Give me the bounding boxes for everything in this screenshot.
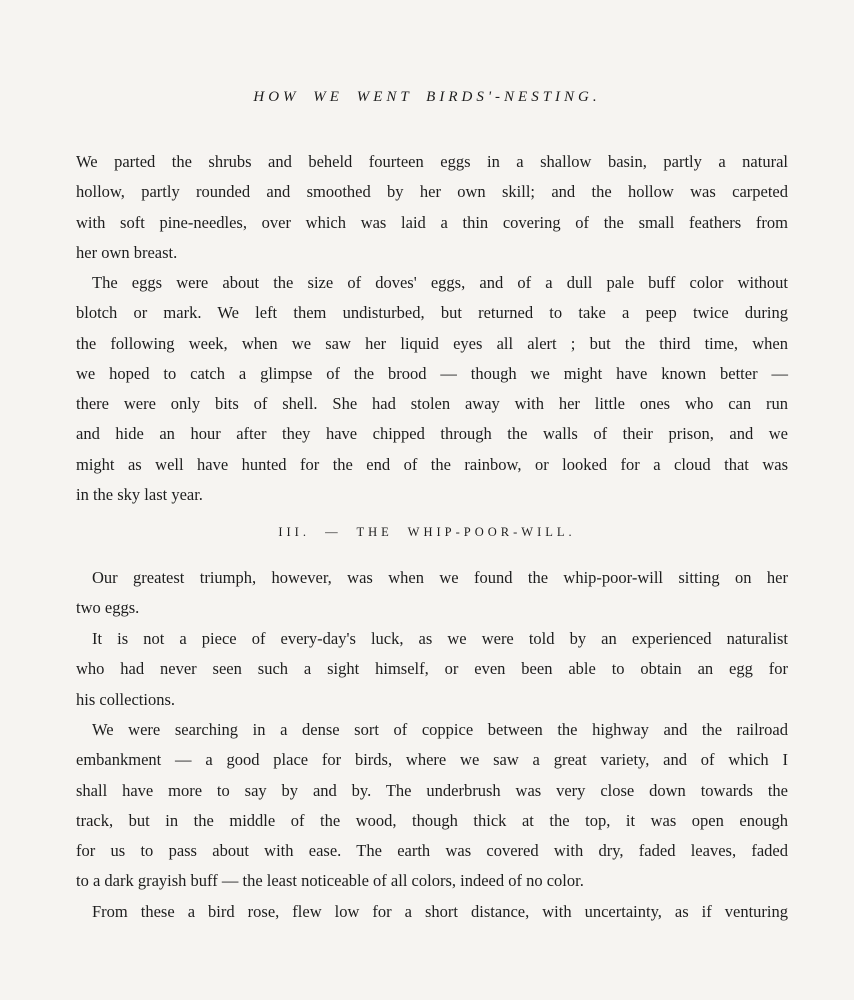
text-line: his collections. [76,689,175,709]
text-line: The eggs were about the size of doves' eggs, and of a dull pale buff color without [92,273,788,292]
section-heading: III. — THE WHIP-POOR-WILL. [278,525,576,539]
text-line: the following week, when we saw her liquid eyes all alert ; but the third time, when [76,333,788,353]
text-line: From these a bird rose, flew low for a short distance, with uncertainty, as if venturing [92,902,788,921]
text-line: embankment — a good place for birds, where we saw a great variety, and of which I [76,750,788,770]
text-line: track, but in the middle of the wood, though thick at the top, it was open enough [76,810,788,830]
text-line: her own breast. [76,242,178,262]
running-header: HOW WE WENT BIRDS'-NESTING. [253,89,601,105]
text-line: might as well have hunted for the end of the rainbow, or looked for a cloud that was [76,454,788,474]
text-line: shall have more to say by and by. The underbrush was very close down towards the [76,780,788,800]
paragraph-1 [76,147,788,268]
text-line: hollow, partly rounded and smoothed by her own skill; and the hollow was carpeted [76,182,788,202]
text-line: We parted the shrubs and beheld fourteen eggs in a shallow basin, partly a natural [76,152,788,171]
text-line: Our greatest triumph, however, was when we found the whip-poor-will sitting on her [92,568,788,587]
paragraph-6 [76,897,788,927]
paragraph-5 [76,715,788,897]
text-line: It is not a piece of every-day's luck, as we were told by an experienced naturalist [92,629,788,648]
text-line: in the sky last year. [76,485,203,505]
text-line: to a dark grayish buff — the least noticeable of all colors, indeed of no color. [76,871,584,891]
text-line: We were searching in a dense sort of coppice between the highway and the railroad [92,720,788,739]
text-line: with soft pine-needles, over which was laid a thin covering of the small feathers from [76,212,788,232]
text-line: and hide an hour after they have chipped through the walls of their prison, and we [76,424,788,444]
text-line: blotch or mark. We left them undisturbed, but returned to take a peep twice during [76,303,788,323]
text-line: who had never seen such a sight himself, or even been able to obtain an egg for [76,659,788,679]
paragraph-4 [76,624,788,715]
paragraph-2 [76,268,788,510]
text-line: we hoped to catch a glimpse of the brood — though we might have known better — [76,363,788,383]
text-line: there were only bits of shell. She had stolen away with her little ones who can run [76,394,788,414]
text-line: two eggs. [76,598,140,618]
text-line: for us to pass about with ease. The earth was covered with dry, faded leaves, faded [76,841,788,861]
paragraph-3 [76,563,788,624]
